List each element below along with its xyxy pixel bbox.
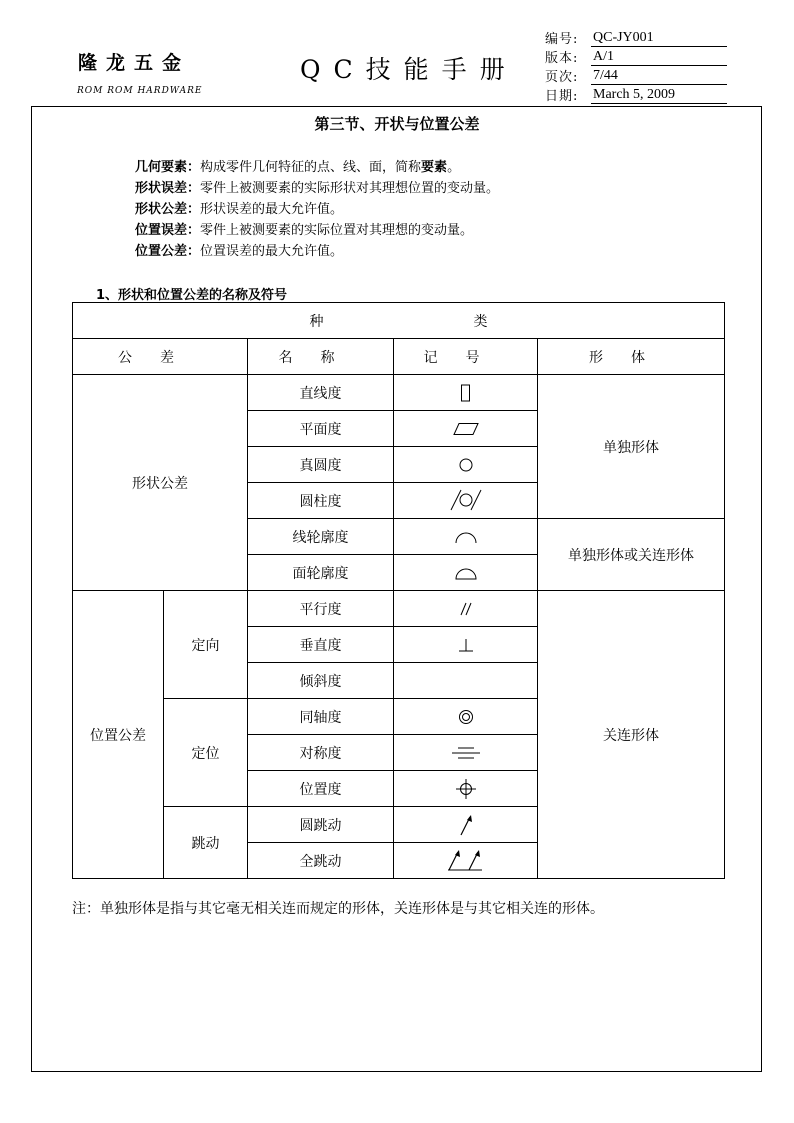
flatness-icon — [453, 414, 479, 444]
definition-text: 构成零件几何特征的点、线、面，简称 — [200, 160, 422, 175]
row-symbol — [394, 663, 538, 699]
position-icon — [455, 774, 477, 804]
meta-label: 页次: — [545, 70, 579, 85]
tolerance-table — [72, 302, 725, 879]
meta-value: March 5, 2009 — [591, 87, 727, 104]
definition-tail: 。 — [447, 160, 461, 175]
subgroup-location: 定位 — [164, 699, 248, 807]
meta-page — [545, 66, 727, 85]
header-symbol: 记号 — [394, 339, 538, 375]
straightness-icon — [460, 378, 472, 408]
row-name: 倾斜度 — [248, 663, 394, 699]
cylindricity-icon — [448, 485, 484, 515]
roundness-icon — [458, 450, 474, 480]
header-feature: 形体 — [538, 339, 725, 375]
definition-text: 形状误差的最大允许值。 — [200, 202, 344, 217]
company-name: 隆龙五金 — [78, 52, 191, 74]
meta-label: 编号: — [545, 32, 579, 47]
row-name: 线轮廓度 — [248, 519, 394, 555]
row-name: 平行度 — [248, 591, 394, 627]
row-symbol — [394, 771, 538, 807]
group-form-tolerance: 形状公差 — [73, 375, 248, 591]
definitions-list — [135, 157, 499, 262]
total-runout-icon — [446, 845, 486, 875]
feature-related: 关连形体 — [538, 591, 725, 879]
meta-value: A/1 — [591, 49, 727, 66]
company-english-name: ROM ROM HARDWARE — [77, 86, 203, 96]
definition-term: 形状公差 — [135, 202, 188, 217]
group-position-tolerance: 位置公差 — [73, 591, 164, 879]
subgroup-orientation: 定向 — [164, 591, 248, 699]
line-profile-icon — [454, 522, 478, 552]
row-symbol — [394, 735, 538, 771]
row-name: 面轮廓度 — [248, 555, 394, 591]
parallelism-icon — [459, 594, 473, 624]
section-title: 第三节、开状与位置公差 — [314, 115, 480, 133]
meta-label: 版本: — [545, 51, 579, 66]
definition-term: 几何要素 — [135, 160, 188, 175]
perpendicularity-icon — [458, 630, 474, 660]
surface-profile-icon — [454, 558, 478, 588]
document-meta — [545, 28, 727, 104]
row-name: 同轴度 — [248, 699, 394, 735]
row-name: 圆柱度 — [248, 483, 394, 519]
definition-item: 几何要素：构成零件几何特征的点、线、面，简称要素。 — [135, 160, 461, 175]
circular-runout-icon — [458, 810, 474, 840]
symmetry-icon — [451, 738, 481, 768]
row-symbol — [394, 555, 538, 591]
row-symbol — [394, 483, 538, 519]
meta-value: 7/44 — [591, 68, 727, 85]
definition-term: 位置公差 — [135, 244, 188, 259]
meta-value: QC-JY001 — [591, 30, 727, 47]
row-symbol — [394, 627, 538, 663]
meta-version — [545, 47, 727, 66]
row-symbol — [394, 843, 538, 879]
definition-item: 位置公差：位置误差的最大允许值。 — [135, 244, 344, 259]
row-symbol — [394, 591, 538, 627]
definition-term: 位置误差 — [135, 223, 188, 238]
table-note: 注：单独形体是指与其它毫无相关连而规定的形体，关连形体是与其它相关连的形体。 — [72, 901, 604, 917]
feature-single-or-related: 单独形体或关连形体 — [538, 519, 725, 591]
meta-label: 日期: — [545, 89, 579, 104]
row-name: 对称度 — [248, 735, 394, 771]
row-symbol — [394, 699, 538, 735]
definition-emphasis: 要素 — [421, 160, 448, 175]
row-symbol — [394, 807, 538, 843]
header-tolerance: 公差 — [73, 339, 248, 375]
table-heading: 1、形状和位置公差的名称及符号 — [96, 288, 288, 303]
row-name: 全跳动 — [248, 843, 394, 879]
table-title: 种类 — [73, 303, 725, 339]
definition-text: 位置误差的最大允许值。 — [200, 244, 344, 259]
row-symbol — [394, 375, 538, 411]
row-name: 平面度 — [248, 411, 394, 447]
row-symbol — [394, 519, 538, 555]
definition-text: 零件上被测要素的实际位置对其理想的变动量。 — [200, 223, 474, 238]
concentricity-icon — [458, 702, 474, 732]
row-symbol — [394, 447, 538, 483]
row-name: 真圆度 — [248, 447, 394, 483]
definition-item: 位置误差：零件上被测要素的实际位置对其理想的变动量。 — [135, 223, 474, 238]
meta-doc-number — [545, 28, 727, 47]
header-name: 名称 — [248, 339, 394, 375]
row-name: 垂直度 — [248, 627, 394, 663]
subgroup-runout: 跳动 — [164, 807, 248, 879]
row-name: 位置度 — [248, 771, 394, 807]
row-name: 直线度 — [248, 375, 394, 411]
row-name: 圆跳动 — [248, 807, 394, 843]
definition-item: 形状公差：形状误差的最大允许值。 — [135, 202, 344, 217]
feature-single: 单独形体 — [538, 375, 725, 519]
definition-term: 形状误差 — [135, 181, 188, 196]
manual-title: QC技能手册 — [300, 55, 518, 84]
meta-date — [545, 85, 727, 104]
definition-item: 形状误差：零件上被测要素的实际形状对其理想位置的变动量。 — [135, 181, 500, 196]
row-symbol — [394, 411, 538, 447]
definition-text: 零件上被测要素的实际形状对其理想位置的变动量。 — [200, 181, 500, 196]
